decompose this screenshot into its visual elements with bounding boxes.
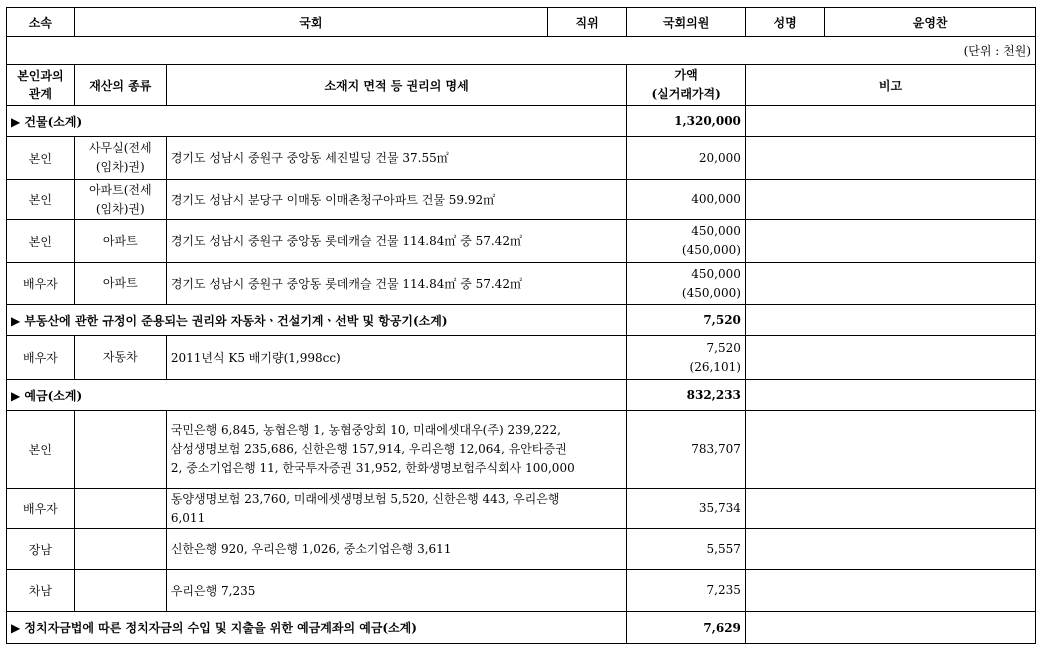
value-line: 35,734 — [698, 501, 741, 515]
relation-cell: 본인 — [7, 411, 75, 489]
asset-type-line: 자동차 — [102, 350, 138, 364]
value-cell — [627, 336, 746, 380]
remark-cell — [745, 263, 1035, 305]
detail-cell: 경기도 성남시 중원구 중앙동 롯데캐슬 건물 114.84㎡ 중 57.42㎡ — [166, 220, 627, 263]
relation-cell: 본인 — [7, 220, 75, 263]
value-line: 5,557 — [706, 541, 741, 556]
column-price — [627, 65, 746, 106]
remark-cell — [745, 180, 1035, 220]
detail-line: 2, 중소기업은행 11, 한국투자증권 31,952, 한화생명보험주식회사 100,000 — [170, 461, 575, 475]
detail-line: 국민은행 6,845, 농협은행 1, 농협중앙회 10, 미래에셋대우(주) 239,222, — [170, 423, 561, 437]
section-remark — [745, 380, 1035, 411]
unit-note: (단위 : 천원) — [7, 37, 1036, 65]
section-title: ▶ 예금(소계) — [7, 380, 627, 411]
affiliation-label: 소속 — [7, 8, 75, 37]
value-line: 450,000 — [691, 266, 741, 281]
value-line: 450,000 — [691, 224, 741, 238]
asset-type-line: 사무실(전세 — [88, 141, 152, 155]
section-title: ▶ 부동산에 관한 규정이 준용되는 권리와 자동차ㆍ건설기계ㆍ선박 및 항공기(소계) — [7, 305, 627, 336]
section-subtotal: 1,320,000 — [627, 106, 746, 137]
section-subtotal-row — [7, 380, 1036, 411]
value-line: (26,101) — [689, 359, 741, 374]
value-cell — [627, 263, 746, 305]
value-line: 7,520 — [706, 340, 741, 355]
asset-table — [6, 7, 1036, 644]
section-remark — [745, 305, 1035, 336]
remark-cell — [745, 570, 1035, 612]
asset-type-cell — [74, 180, 166, 220]
asset-type-line: 아파트(전세 — [88, 182, 152, 197]
column-price-line2: (실거래가격) — [651, 87, 721, 101]
detail-line: 삼성생명보험 235,686, 신한은행 157,914, 우리은행 12,064, 유안타증권 — [170, 442, 567, 456]
value-cell — [627, 489, 746, 529]
value-line: (450,000) — [681, 243, 741, 257]
affiliation-value: 국회 — [74, 8, 547, 37]
asset-type-cell — [74, 529, 166, 570]
value-cell — [627, 180, 746, 220]
table-row — [7, 263, 1036, 305]
remark-cell — [745, 529, 1035, 570]
remark-cell — [745, 220, 1035, 263]
name-label: 성명 — [745, 8, 824, 37]
column-type: 재산의 종류 — [74, 65, 166, 106]
relation-cell: 본인 — [7, 137, 75, 180]
section-subtotal-row — [7, 106, 1036, 137]
section-subtotal-row — [7, 612, 1036, 644]
table-body — [7, 106, 1036, 644]
value-line: (450,000) — [681, 285, 741, 300]
section-remark — [745, 106, 1035, 137]
detail-cell — [166, 411, 627, 489]
section-subtotal: 7,520 — [627, 305, 746, 336]
table-row — [7, 411, 1036, 489]
section-title: ▶ 건물(소계) — [7, 106, 627, 137]
remark-cell — [745, 489, 1035, 529]
column-price-line1: 가액 — [674, 68, 698, 82]
position-label: 직위 — [547, 8, 626, 37]
asset-type-line: (임차)권) — [95, 160, 145, 174]
table-row — [7, 220, 1036, 263]
detail-cell: 2011년식 K5 배기량(1,998cc) — [166, 336, 627, 380]
value-cell — [627, 411, 746, 489]
section-subtotal: 7,629 — [627, 612, 746, 644]
value-line: 7,235 — [706, 583, 741, 597]
detail-line: 동양생명보험 23,760, 미래에셋생명보험 5,520, 신한은행 443, 우리은행 — [170, 491, 560, 506]
detail-cell: 경기도 성남시 중원구 중앙동 세진빌딩 건물 37.55㎡ — [166, 137, 627, 180]
detail-cell — [166, 489, 627, 529]
relation-cell: 배우자 — [7, 263, 75, 305]
value-line: 400,000 — [691, 192, 741, 206]
section-remark — [745, 612, 1035, 644]
value-cell — [627, 137, 746, 180]
asset-type-cell — [74, 570, 166, 612]
detail-cell: 신한은행 920, 우리은행 1,026, 중소기업은행 3,611 — [166, 529, 627, 570]
relation-cell: 장남 — [7, 529, 75, 570]
value-line: 20,000 — [698, 150, 741, 165]
table-row — [7, 336, 1036, 380]
position-value: 국회의원 — [627, 8, 746, 37]
detail-cell: 경기도 성남시 중원구 중앙동 롯데캐슬 건물 114.84㎡ 중 57.42㎡ — [166, 263, 627, 305]
column-relation: 본인과의 관계 — [7, 65, 75, 106]
column-header-row — [7, 65, 1036, 106]
asset-type-cell — [74, 220, 166, 263]
column-detail: 소재지 면적 등 권리의 명세 — [166, 65, 627, 106]
detail-cell: 경기도 성남시 분당구 이매동 이매촌청구아파트 건물 59.92㎡ — [166, 180, 627, 220]
value-cell — [627, 529, 746, 570]
asset-type-cell — [74, 489, 166, 529]
header-row — [7, 8, 1036, 37]
unit-row — [7, 37, 1036, 65]
value-cell — [627, 570, 746, 612]
remark-cell — [745, 411, 1035, 489]
relation-cell: 배우자 — [7, 489, 75, 529]
relation-cell: 차남 — [7, 570, 75, 612]
asset-type-line: 아파트 — [102, 276, 138, 290]
name-value: 윤영찬 — [825, 8, 1036, 37]
asset-type-cell — [74, 137, 166, 180]
table-row — [7, 529, 1036, 570]
asset-type-line: 아파트 — [102, 233, 138, 248]
asset-type-cell — [74, 336, 166, 380]
section-subtotal-row — [7, 305, 1036, 336]
relation-cell: 본인 — [7, 180, 75, 220]
asset-type-cell — [74, 263, 166, 305]
asset-type-line: (임차)권) — [95, 201, 145, 216]
table-row — [7, 180, 1036, 220]
detail-cell: 우리은행 7,235 — [166, 570, 627, 612]
value-line: 783,707 — [691, 442, 741, 456]
remark-cell — [745, 336, 1035, 380]
asset-type-cell — [74, 411, 166, 489]
relation-cell: 배우자 — [7, 336, 75, 380]
detail-line: 6,011 — [170, 510, 206, 525]
table-row — [7, 489, 1036, 529]
value-cell — [627, 220, 746, 263]
table-row — [7, 137, 1036, 180]
section-subtotal: 832,233 — [627, 380, 746, 411]
remark-cell — [745, 137, 1035, 180]
table-row — [7, 570, 1036, 612]
section-title: ▶ 정치자금법에 따른 정치자금의 수입 및 지출을 위한 예금계좌의 예금(소계) — [7, 612, 627, 644]
column-remark: 비고 — [745, 65, 1035, 106]
